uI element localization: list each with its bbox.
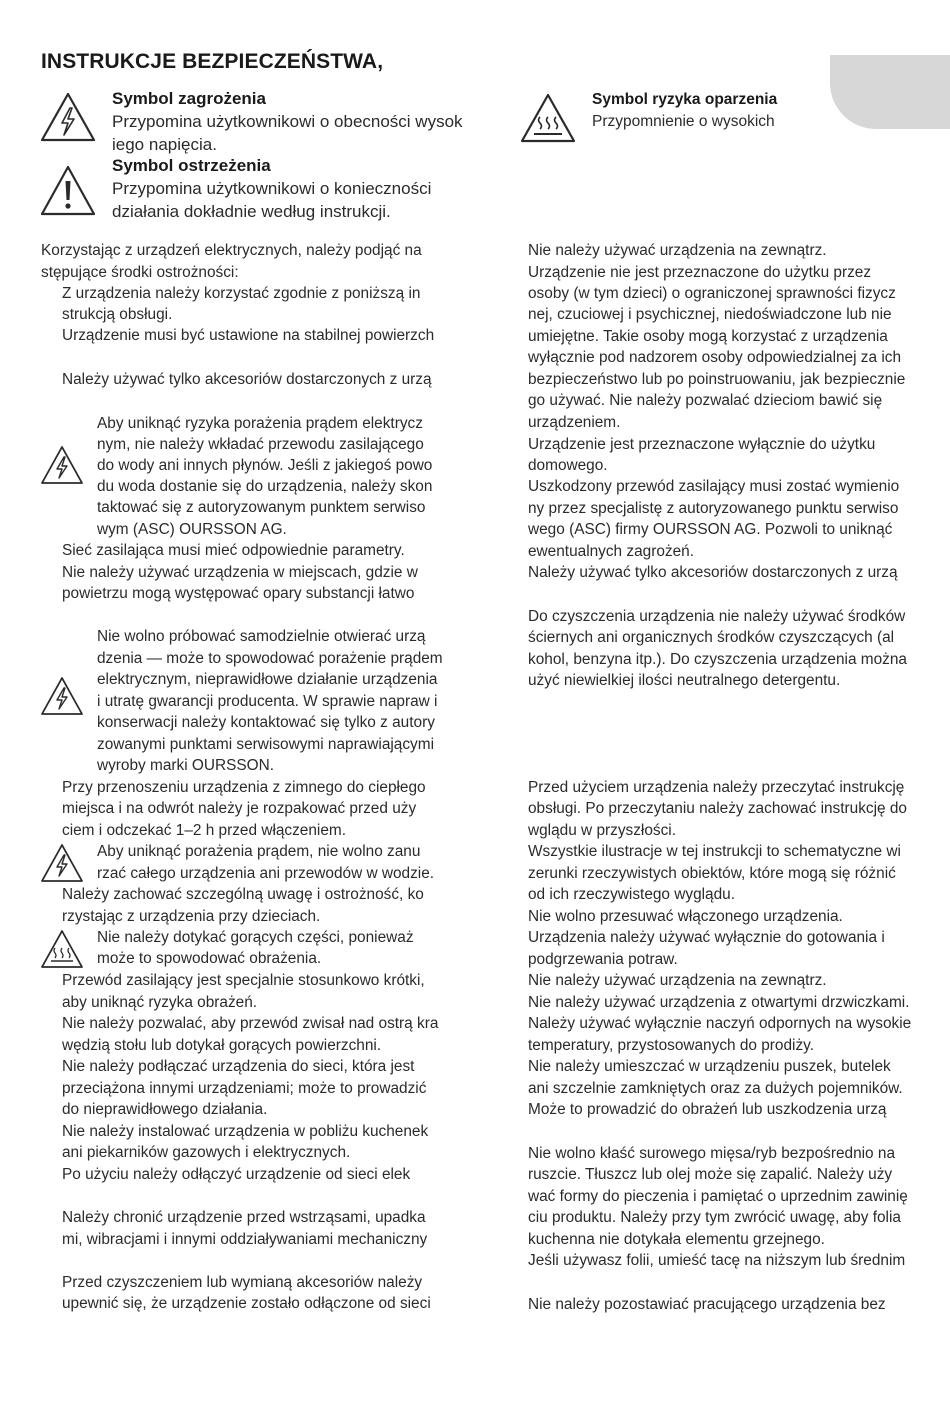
text-line: ewentualnych zagrożeń. <box>528 543 694 560</box>
warning-symbol-title: Symbol ostrzeżenia <box>112 156 271 175</box>
text-line: Nie należy używać urządzenia w miejscach, gdzie w <box>62 564 418 581</box>
text-line: Może to prowadzić do obrażeń lub uszkodzenia urzą <box>528 1101 887 1118</box>
text-line: Należy używać tylko akcesoriów dostarczonych z urzą <box>62 371 432 388</box>
text-line: Przewód zasilający jest specjalnie stosunkowo krótki, <box>62 972 425 989</box>
text-line: wglądu w przyszłości. <box>528 822 676 839</box>
text-line: obsługi. Po przeczytaniu należy zachować instrukcję do <box>528 800 907 817</box>
hazard-symbol-text-1: Przypomina użytkownikowi o obecności wysok <box>112 112 463 131</box>
text-line: rzystając z urządzenia przy dzieciach. <box>62 908 321 925</box>
text-line: wego (ASC) firmy OURSSON AG. Pozwoli to uniknąć <box>528 521 893 538</box>
text-line: temperatury, przystosowanych do prodiży. <box>528 1037 814 1054</box>
text-line: kuchenna nie dotykała elementu grzejnego. <box>528 1231 825 1248</box>
text-line: Jeśli używasz folii, umieść tacę na niższym lub średnim <box>528 1252 906 1269</box>
text-line: zerunki rzeczywistych obiektów, które mogą się różnić <box>528 865 896 882</box>
text-line: Sieć zasilająca musi mieć odpowiednie parametry. <box>62 542 405 559</box>
text-line: go używać. Nie należy pozwalać dzieciom bawić się <box>528 392 883 409</box>
text-line: Przed czyszczeniem lub wymianą akcesoriów należy <box>62 1274 423 1291</box>
hazard-legend <box>112 87 463 156</box>
text-line: do nieprawidłowego działania. <box>62 1101 268 1118</box>
hot-surface-warning-icon <box>520 93 576 143</box>
text-line: aby uniknąć ryzyka obrażeń. <box>62 994 258 1011</box>
text-line: Należy używać tylko akcesoriów dostarczonych z urzą <box>528 564 898 581</box>
text-line: nej, czuciowej i psychicznej, niedoświadczone lub nie <box>528 306 892 323</box>
text-line: Urządzenie nie jest przeznaczone do użytku przez <box>528 264 872 281</box>
high-voltage-warning-icon <box>40 445 84 485</box>
text-line: strukcją obsługi. <box>62 306 173 323</box>
text-line: Nie należy umieszczać w urządzeniu puszek, butelek <box>528 1058 891 1075</box>
text-line: użyć niewielkiej ilości neutralnego detergentu. <box>528 672 841 689</box>
text-line: i utratę gwarancji producenta. W sprawie napraw i <box>97 693 438 710</box>
text-line: ściernych ani organicznych środków czyszczących (al <box>528 629 895 646</box>
text-line: Nie należy instalować urządzenia w pobliżu kuchenek <box>62 1123 429 1140</box>
text-line: Wszystkie ilustracje w tej instrukcji to schematyczne wi <box>528 843 901 860</box>
warning-legend <box>112 154 431 223</box>
warning-symbol-text-2: działania dokładnie według instrukcji. <box>112 202 391 221</box>
text-line: wyroby marki OURSSON. <box>97 757 275 774</box>
text-line: Urządzenia należy używać wyłącznie do gotowania i <box>528 929 885 946</box>
text-line: nym, nie należy wkładać przewodu zasilającego <box>97 436 424 453</box>
text-line: ani piekarników gazowych i elektrycznych. <box>62 1144 351 1161</box>
text-line: dzenia — może to spowodować porażenie prądem <box>97 650 443 667</box>
text-line: Urządzenie jest przeznaczone wyłącznie do użytku <box>528 436 876 453</box>
page-corner-tab <box>830 55 950 129</box>
text-line: przeciążona innymi urządzeniami; może to prowadzić <box>62 1080 427 1097</box>
text-line: Nie należy pozwalać, aby przewód zwisał nad ostrą kra <box>62 1015 439 1032</box>
burn-symbol-text-1: Przypomnienie o wysokich <box>592 113 775 130</box>
burn-legend <box>592 89 777 133</box>
text-line: osoby (w tym dzieci) o ograniczonej sprawności fizycz <box>528 285 896 302</box>
text-line: od ich rzeczywistego wyglądu. <box>528 886 736 903</box>
text-line: wyłącznie pod nadzorem osoby odpowiedzialnej za ich <box>528 349 902 366</box>
text-line: elektrycznym, nieprawidłowe działanie urządzenia <box>97 671 438 688</box>
text-line: Nie należy używać urządzenia na zewnątrz. <box>528 972 827 989</box>
text-line: mi, wibracjami i innymi oddziaływaniami mechaniczny <box>62 1231 428 1248</box>
text-line: może to spowodować obrażenia. <box>97 950 322 967</box>
text-line: Z urządzenia należy korzystać zgodnie z poniższą in <box>62 285 421 302</box>
text-line: Do czyszczenia urządzenia nie należy używać środków <box>528 608 906 625</box>
hot-surface-warning-icon <box>40 929 84 969</box>
high-voltage-warning-icon <box>40 676 84 716</box>
text-line: kohol, benzyna itp.). Do czyszczenia urządzenia można <box>528 651 907 668</box>
text-line: wać formy do pieczenia i pamiętać o uprzednim zawinię <box>528 1188 908 1205</box>
text-line: Nie wolno kłaść surowego mięsa/ryb bezpośrednio na <box>528 1145 896 1162</box>
text-line: Przed użyciem urządzenia należy przeczytać instrukcję <box>528 779 905 796</box>
hazard-symbol-title: Symbol zagrożenia <box>112 89 266 108</box>
text-line: Po użyciu należy odłączyć urządzenie od sieci elek <box>62 1166 411 1183</box>
text-line: Nie należy pozostawiać pracującego urządzenia bez <box>528 1296 886 1313</box>
burn-symbol-title: Symbol ryzyka oparzenia <box>592 91 778 108</box>
text-line: Nie należy używać urządzenia na zewnątrz. <box>528 242 827 259</box>
text-line: umiejętne. Takie osoby mogą korzystać z urządzenia <box>528 328 888 345</box>
text-line: Aby uniknąć ryzyka porażenia prądem elektrycz <box>97 415 423 432</box>
text-line: Korzystając z urządzeń elektrycznych, należy podjąć na <box>41 242 422 259</box>
text-line: podgrzewania potraw. <box>528 951 678 968</box>
high-voltage-warning-icon <box>40 92 96 142</box>
text-line: miejsca i na odwrót należy je rozpakować przed uży <box>62 800 417 817</box>
text-line: wym (ASC) OURSSON AG. <box>97 521 287 538</box>
text-line: ani szczelnie zamkniętych oraz za dużych pojemników. <box>528 1080 903 1097</box>
text-line: du woda dostanie się do urządzenia, należy skon <box>97 478 433 495</box>
text-line: Uszkodzony przewód zasilający musi zostać wymienio <box>528 478 900 495</box>
high-voltage-warning-icon <box>40 843 84 883</box>
warning-symbol-text-1: Przypomina użytkownikowi o konieczności <box>112 179 432 198</box>
text-line: Nie wolno przesuwać włączonego urządzenia. <box>528 908 843 925</box>
text-line: ny przez specjalistę z autoryzowanego punktu serwiso <box>528 500 899 517</box>
text-line: taktować się z autoryzowanym punktem serwiso <box>97 499 426 516</box>
text-line: Urządzenie musi być ustawione na stabilnej powierzch <box>62 327 435 344</box>
text-line: do wody ani innych płynów. Jeśli z jakiegoś powo <box>97 457 433 474</box>
page-title: INSTRUKCJE BEZPIECZEŃSTWA, <box>41 50 384 73</box>
exclamation-warning-icon <box>40 165 96 217</box>
text-line: urządzeniem. <box>528 414 621 431</box>
text-line: wędzią stołu lub dotykał gorących powierzchni. <box>62 1037 382 1054</box>
text-line: Nie należy używać urządzenia z otwartymi drzwiczkami. <box>528 994 910 1011</box>
text-line: stępujące środki ostrożności: <box>41 264 239 281</box>
text-line: Należy używać wyłącznie naczyń odpornych na wysokie <box>528 1015 912 1032</box>
hazard-symbol-text-2: iego napięcia. <box>112 135 217 154</box>
text-line: zowanymi punktami serwisowymi naprawiającymi <box>97 736 434 753</box>
text-line: Przy przenoszeniu urządzenia z zimnego do ciepłego <box>62 779 426 796</box>
text-line: konserwacji należy kontaktować się tylko z autory <box>97 714 435 731</box>
text-line: ciu produktu. Należy przy tym zwrócić uwagę, aby folia <box>528 1209 901 1226</box>
text-line: Należy chronić urządzenie przed wstrząsami, upadka <box>62 1209 426 1226</box>
text-line: powietrzu mogą występować opary substancji łatwo <box>62 585 415 602</box>
text-line: Należy zachować szczególną uwagę i ostrożność, ko <box>62 886 424 903</box>
text-line: domowego. <box>528 457 608 474</box>
text-line: Nie wolno próbować samodzielnie otwierać urzą <box>97 628 426 645</box>
text-line: ruszcie. Tłuszcz lub olej może się zapalić. Należy uży <box>528 1166 893 1183</box>
text-line: upewnić się, że urządzenie zostało odłączone od sieci <box>62 1295 431 1312</box>
text-line: Nie należy podłączać urządzenia do sieci, która jest <box>62 1058 415 1075</box>
text-line: Aby uniknąć porażenia prądem, nie wolno zanu <box>97 843 421 860</box>
text-line: bezpieczeństwo lub po poinstruowaniu, jak bezpiecznie <box>528 371 906 388</box>
text-line: rzać całego urządzenia ani przewodów w wodzie. <box>97 865 435 882</box>
text-line: ciem i odczekać 1–2 h przed włączeniem. <box>62 822 347 839</box>
text-line: Nie należy dotykać gorących części, ponieważ <box>97 929 414 946</box>
